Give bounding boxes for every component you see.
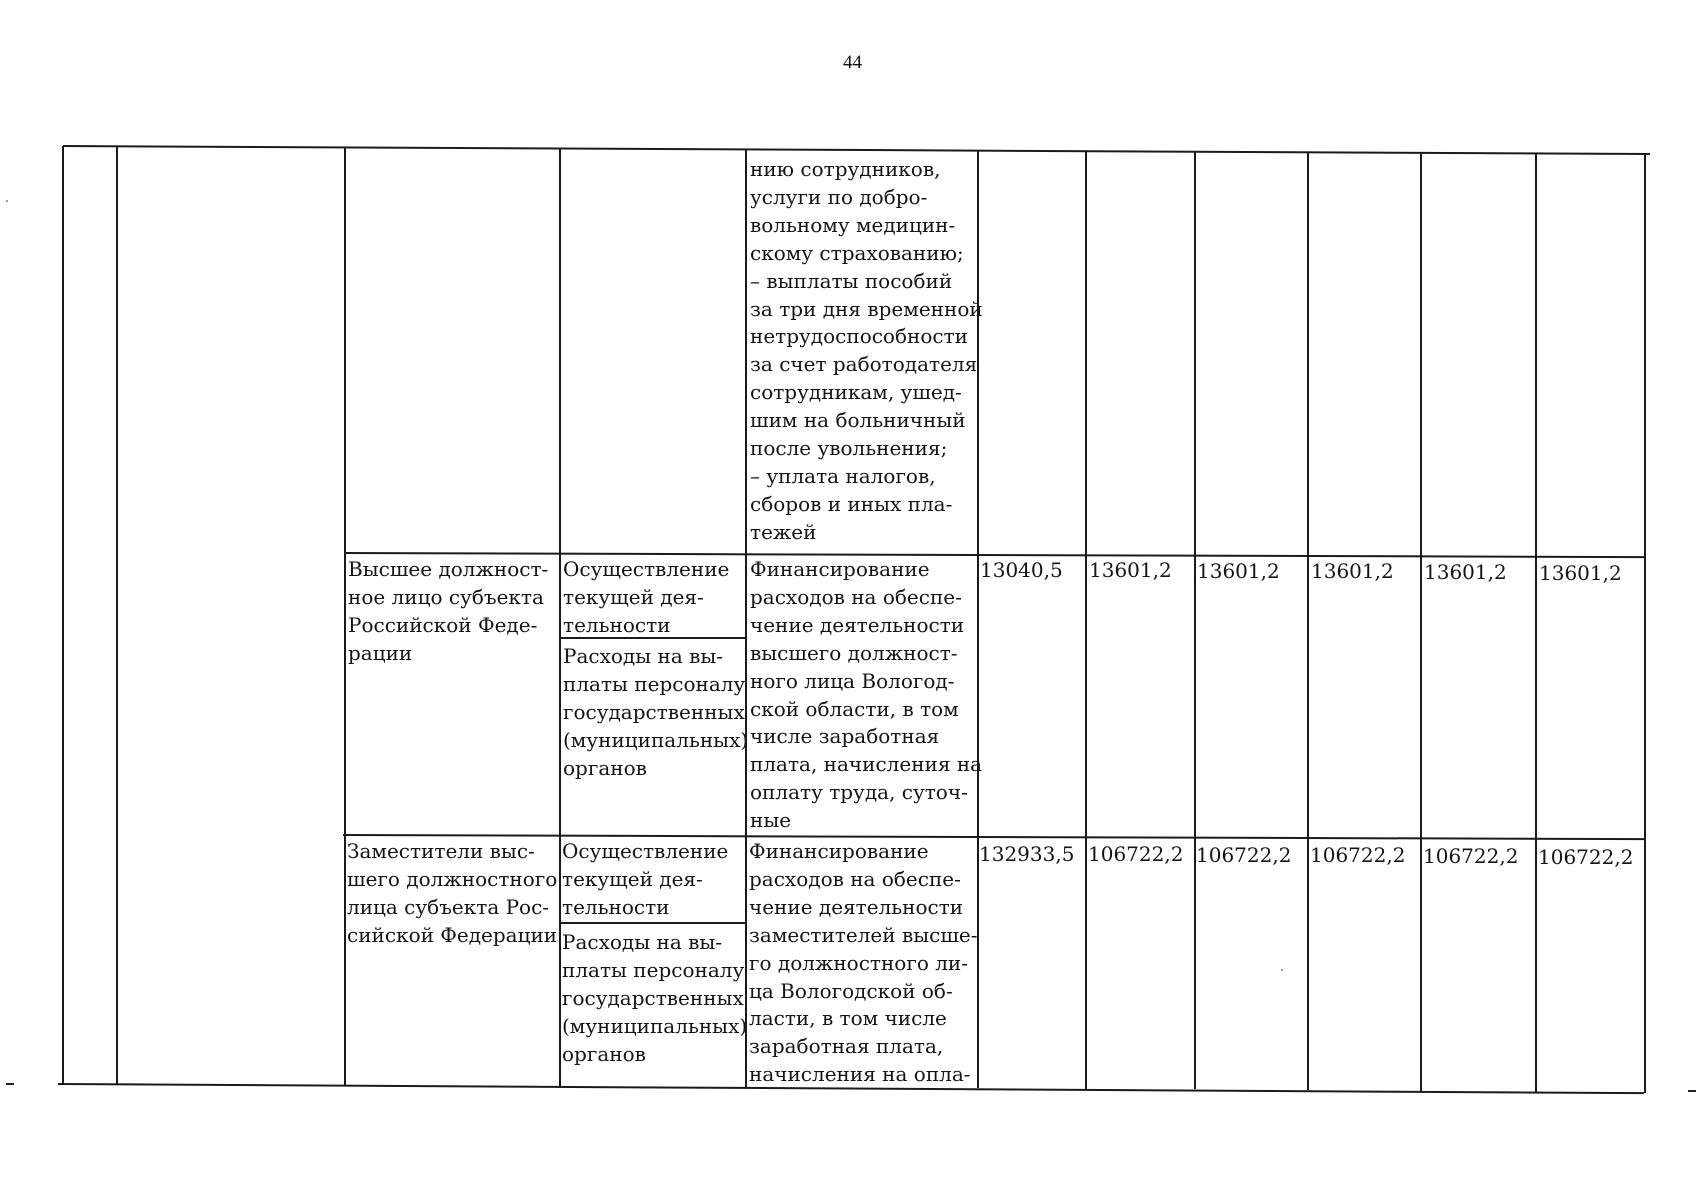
- text-line: чение деятельности: [749, 894, 964, 919]
- text-line: текущей дея-: [563, 584, 704, 609]
- text-line: рации: [348, 640, 413, 665]
- text-line: государственных: [562, 985, 744, 1010]
- text-line: Финансирование: [749, 839, 929, 863]
- text-line: Расходы на вы-: [563, 644, 724, 668]
- col-line-10: [1535, 154, 1537, 1092]
- text-line: Осуществление: [563, 557, 730, 581]
- text-line: заместителей высше-: [749, 922, 978, 947]
- text-line: Расходы на вы-: [562, 930, 723, 954]
- text-line: расходов на обеспе-: [750, 584, 962, 609]
- col-line-1: [116, 146, 118, 1084]
- text-line: тежей: [750, 519, 817, 544]
- col-line-3: [559, 148, 561, 1086]
- col-line-7: [1194, 151, 1196, 1089]
- text-line: Финансирование: [750, 557, 930, 581]
- text-line: (муниципальных): [563, 727, 749, 752]
- scan-speck: [1281, 969, 1283, 971]
- text-line: высшего должност-: [750, 640, 958, 665]
- row2-activity: [562, 838, 728, 922]
- text-line: за три дня временной: [750, 296, 983, 321]
- continuation-description: [750, 156, 983, 547]
- scan-speck: [6, 1083, 14, 1085]
- text-line: нию сотрудников,: [750, 157, 941, 181]
- text-line: тельности: [562, 894, 670, 919]
- row2-description: [749, 838, 978, 1089]
- text-line: услуги по добро-: [750, 184, 928, 209]
- col-line-8: [1307, 152, 1309, 1090]
- text-line: числе заработная: [750, 724, 940, 749]
- col-line-2: [344, 147, 346, 1085]
- col-line-0: [62, 146, 64, 1084]
- text-line: сийской Федерации: [347, 922, 558, 947]
- text-line: ласти, в том числе: [749, 1006, 947, 1031]
- text-line: – выплаты пособий: [750, 268, 953, 293]
- row1-value-6: 13601,2: [1539, 561, 1622, 585]
- text-line: шим на больничный: [750, 408, 966, 433]
- row2-value-5: 106722,2: [1423, 844, 1519, 868]
- row1-value-3: 13601,2: [1197, 559, 1280, 583]
- row1-subject: [348, 556, 548, 668]
- text-line: вольному медицин-: [750, 212, 956, 237]
- text-line: скому страхованию;: [750, 240, 964, 265]
- col-line-9: [1420, 153, 1422, 1091]
- text-line: тельности: [563, 612, 671, 637]
- page-number: 44: [843, 52, 862, 73]
- text-line: Осуществление: [562, 839, 729, 863]
- text-line: платы персоналу: [562, 957, 745, 982]
- text-line: текущей дея-: [562, 866, 703, 891]
- row2-value-4: 106722,2: [1310, 843, 1406, 867]
- text-line: нетрудоспособности: [750, 324, 968, 349]
- row2-value-2: 106722,2: [1088, 842, 1184, 866]
- scan-speck: [6, 200, 8, 202]
- row1-activity: [563, 556, 729, 640]
- text-line: после увольнения;: [750, 436, 948, 461]
- text-line: – уплата налогов,: [750, 463, 936, 488]
- text-line: ного лица Вологод-: [750, 668, 955, 693]
- row2-expense: [562, 929, 747, 1069]
- col-line-11: [1644, 155, 1646, 1093]
- text-line: Заместители выс-: [347, 839, 535, 863]
- text-line: начисления на опла-: [749, 1062, 971, 1087]
- text-line: ные: [750, 808, 792, 833]
- text-line: шего должностного: [347, 866, 558, 891]
- text-line: ской области, в том: [750, 696, 959, 721]
- text-line: платы персоналу: [563, 671, 746, 696]
- text-line: чение деятельности: [750, 612, 965, 637]
- text-line: за счет работодателя: [750, 352, 978, 377]
- row1-description: [750, 556, 982, 835]
- text-line: плата, начисления на: [750, 752, 983, 777]
- text-line: органов: [563, 755, 647, 780]
- row1-value-1: 13040,5: [980, 558, 1063, 582]
- text-line: сотрудникам, ушед-: [750, 380, 962, 405]
- text-line: оплату труда, суточ-: [750, 780, 968, 805]
- text-line: заработная плата,: [749, 1034, 944, 1059]
- text-line: Высшее должност-: [348, 557, 549, 581]
- text-line: ное лицо субъекта: [348, 584, 544, 609]
- scan-speck: [1688, 1090, 1696, 1092]
- row2-value-3: 106722,2: [1196, 843, 1292, 867]
- text-line: государственных: [563, 699, 745, 724]
- text-line: расходов на обеспе-: [749, 866, 961, 891]
- row2-value-1: 132933,5: [979, 842, 1075, 866]
- row1-value-4: 13601,2: [1311, 559, 1394, 583]
- text-line: лица субъекта Рос-: [347, 894, 550, 919]
- table-top-border: [63, 145, 1650, 155]
- row2-value-6: 106722,2: [1538, 845, 1634, 869]
- row1-value-2: 13601,2: [1089, 558, 1172, 582]
- text-line: ца Вологодской об-: [749, 978, 953, 1003]
- text-line: го должностного ли-: [749, 950, 969, 975]
- row2-subject: [347, 838, 557, 950]
- text-line: (муниципальных): [562, 1013, 748, 1038]
- row1-value-5: 13601,2: [1424, 560, 1507, 584]
- col-line-6: [1085, 151, 1087, 1089]
- text-line: Российской Феде-: [348, 612, 538, 637]
- text-line: органов: [562, 1041, 646, 1066]
- text-line: сборов и иных пла-: [750, 491, 953, 516]
- row1-expense: [563, 643, 748, 783]
- activity-divider-2: [559, 922, 745, 924]
